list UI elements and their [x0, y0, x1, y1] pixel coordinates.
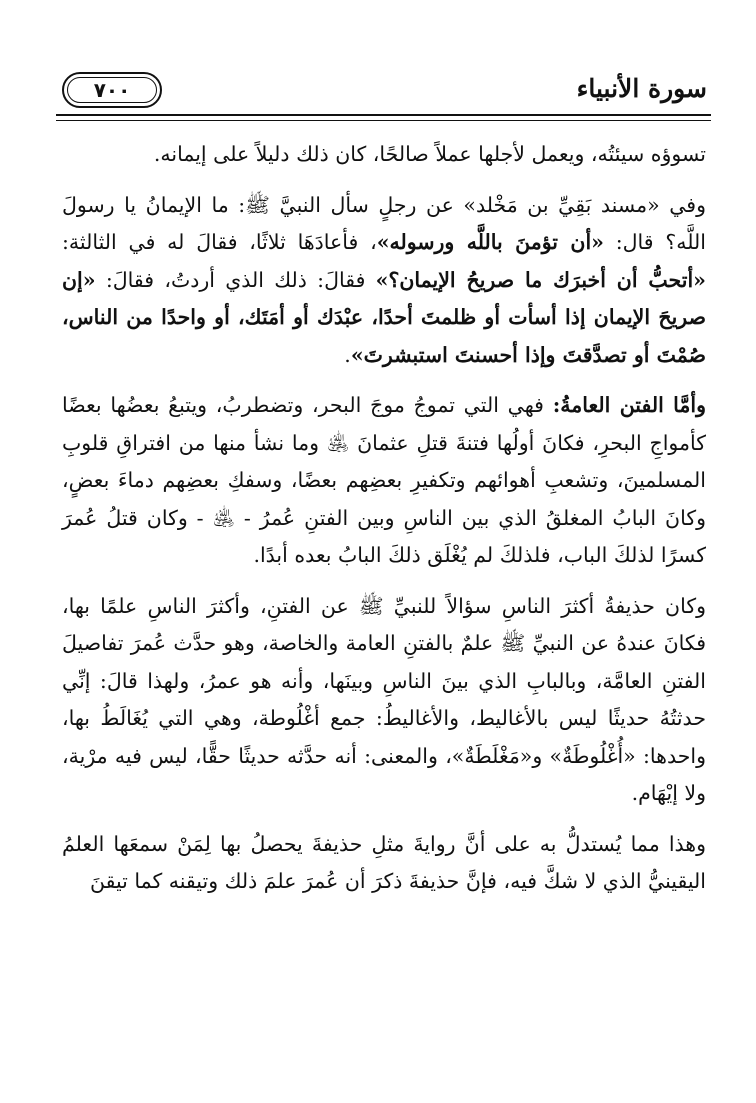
- surah-title: سورة الأنبياء: [576, 74, 707, 103]
- text-segment: فقالَ: ذلك الذي أردتُ، فقالَ:: [95, 267, 376, 292]
- text-segment: ، فأعادَهَا ثلاثًا، فقالَ له في الثالثة:: [62, 230, 377, 254]
- paragraph-hudhayfa: [62, 588, 706, 813]
- page-number-badge: [62, 72, 162, 108]
- page-number: ٧٠٠: [93, 78, 131, 102]
- page-header: [56, 72, 711, 116]
- text-segment: وفي «مسند بَقِيِّ بن مَخْلد» عن رجلٍ سأل النبيَّ ﷺ: ما الإيمانُ يا رسولَ اللَّه؟ قال:: [62, 192, 706, 254]
- hadith-quote: «أتحبُّ أن أخبرَك ما صريحُ الإيمان؟»: [375, 267, 706, 292]
- section-lead: وأمَّا الفتن العامةُ:: [552, 393, 706, 417]
- header-rule-thin: [56, 120, 711, 121]
- text-segment: تسوؤه سيئتُه، ويعمل لأجلها عملاً صالحًا، كان ذلك دليلاً على إيمانه.: [153, 142, 706, 166]
- page-body: [62, 138, 706, 914]
- header-rule-thick: [56, 114, 711, 116]
- hadith-quote: «إن صريحَ الإيمان إذا أسأت أو ظلمتَ أحدًا، عبْدَك أو أمَتَك، أو واحدًا من الناس، صُمْتَ أو تصدَّقتَ وإذا أحسنتَ استبشرتَ»: [62, 267, 706, 367]
- paragraph-continuation: [62, 136, 706, 174]
- text-segment: وكان حذيفةُ أكثرَ الناسِ سؤالاً للنبيِّ ﷺ عن الفتنِ، وأكثرَ الناسِ علمًا بها، فكانَ عندهُ عن النبيِّ ﷺ علمٌ بالفتنِ العامة والخاصة، وهو حدَّث عُمرَ تفاصيلَ الفتنِ العامَّة، وبالبابِ الذي بينَ الناسِ وبينَها، وأنه هو عمرُ، ولهذا قالَ: إنِّي حدثتُهُ حديثًا ليس بالأغاليط، والأغاليطُ: جمع أغْلُوطة، وهي التي يُغَالَطُ بها، واحدها: «أُغْلُوطَةٌ» و«مَغْلَطَةٌ»، والمعنى: أنه حدَّثه حديثًا حقًّا، ليس فيه مرْية، ولا إيْهَام.: [62, 593, 706, 805]
- paragraph-public-fitan: [62, 387, 706, 575]
- hadith-quote: «أن تؤمنَ باللَّه ورسوله»: [376, 230, 604, 254]
- text-segment: فهي التي تموجُ موجَ البحر، وتضطربُ، ويتبعُ بعضُها بعضًا كأمواجِ البحرِ، فكانَ أولُها فتنةَ قتلِ عثمانَ ﵁ وما نشأ منها من افتراقِ قلوبِ المسلمينَ، وتشعبِ أهوائهم وتكفيرِ بعضِهم بعضًا، وسفكِ بعضِهم دماءَ بعضٍ، وكانَ البابُ المغلقُ الذي بين الناسِ وبين الفتنِ عُمرُ - ﵁ - وكان قتلُ عُمرَ كسرًا لذلكَ الباب، فلذلكَ لم يُغْلَق ذلكَ البابُ بعده أبدًا.: [62, 393, 706, 567]
- text-segment: .: [344, 342, 351, 367]
- paragraph-certainty: [62, 826, 706, 901]
- paragraph-hadith-musnad: [62, 187, 706, 375]
- text-segment: وهذا مما يُستدلُّ به على أنَّ روايةَ مثلِ حذيفةَ يحصلُ بها لِمَنْ سمعَها العلمُ اليقينيُّ الذي لا شكَّ فيه، فإنَّ حذيفةَ ذكرَ أن عُمرَ علمَ ذلك وتيقنه كما تيقنَ: [62, 831, 706, 893]
